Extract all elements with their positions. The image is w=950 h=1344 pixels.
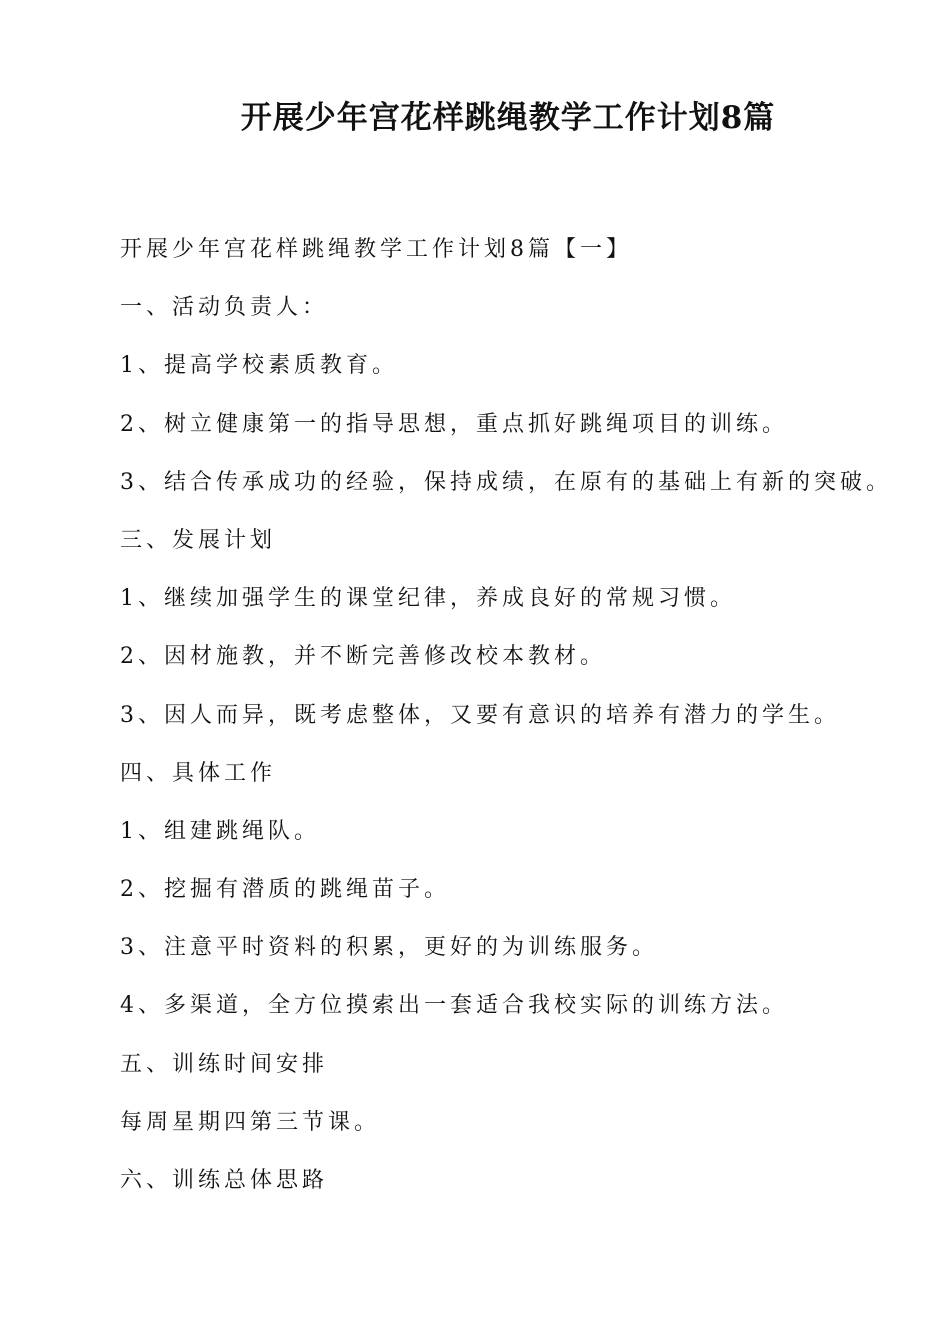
paragraph-line: 1、继续加强学生的课堂纪律，养成良好的常规习惯。 <box>120 586 736 612</box>
paragraph-line: 1、组建跳绳队。 <box>120 818 320 844</box>
paragraph-line: 2、挖掘有潜质的跳绳苗子。 <box>120 877 450 903</box>
paragraph-line: 2、因材施教，并不断完善修改校本教材。 <box>120 644 606 670</box>
paragraph-line: 2、树立健康第一的指导思想，重点抓好跳绳项目的训练。 <box>120 411 788 437</box>
paragraph-line: 1、提高学校素质教育。 <box>120 353 398 379</box>
paragraph-line: 3、注意平时资料的积累，更好的为训练服务。 <box>120 935 658 961</box>
paragraph-line: 四、具体工作 <box>120 760 277 786</box>
paragraph-line: 3、因人而异，既考虑整体，又要有意识的培养有潜力的学生。 <box>120 702 840 728</box>
paragraph-line: 每周星期四第三节课。 <box>120 1109 381 1135</box>
paragraph-line: 3、结合传承成功的经验，保持成绩，在原有的基础上有新的突破。 <box>120 469 892 495</box>
paragraph-line: 六、训练总体思路 <box>120 1168 329 1193</box>
document-title: 开展少年宫花样跳绳教学工作计划8篇 <box>240 100 776 136</box>
paragraph-line: 4、多渠道，全方位摸索出一套适合我校实际的训练方法。 <box>120 993 788 1019</box>
section-heading: 开展少年宫花样跳绳教学工作计划8篇【一】 <box>120 237 632 262</box>
paragraph-line: 三、发展计划 <box>120 527 277 553</box>
paragraph-line: 五、训练时间安排 <box>120 1051 329 1077</box>
paragraph-line: 一、活动负责人： <box>120 295 329 321</box>
document-body <box>120 230 920 1219</box>
